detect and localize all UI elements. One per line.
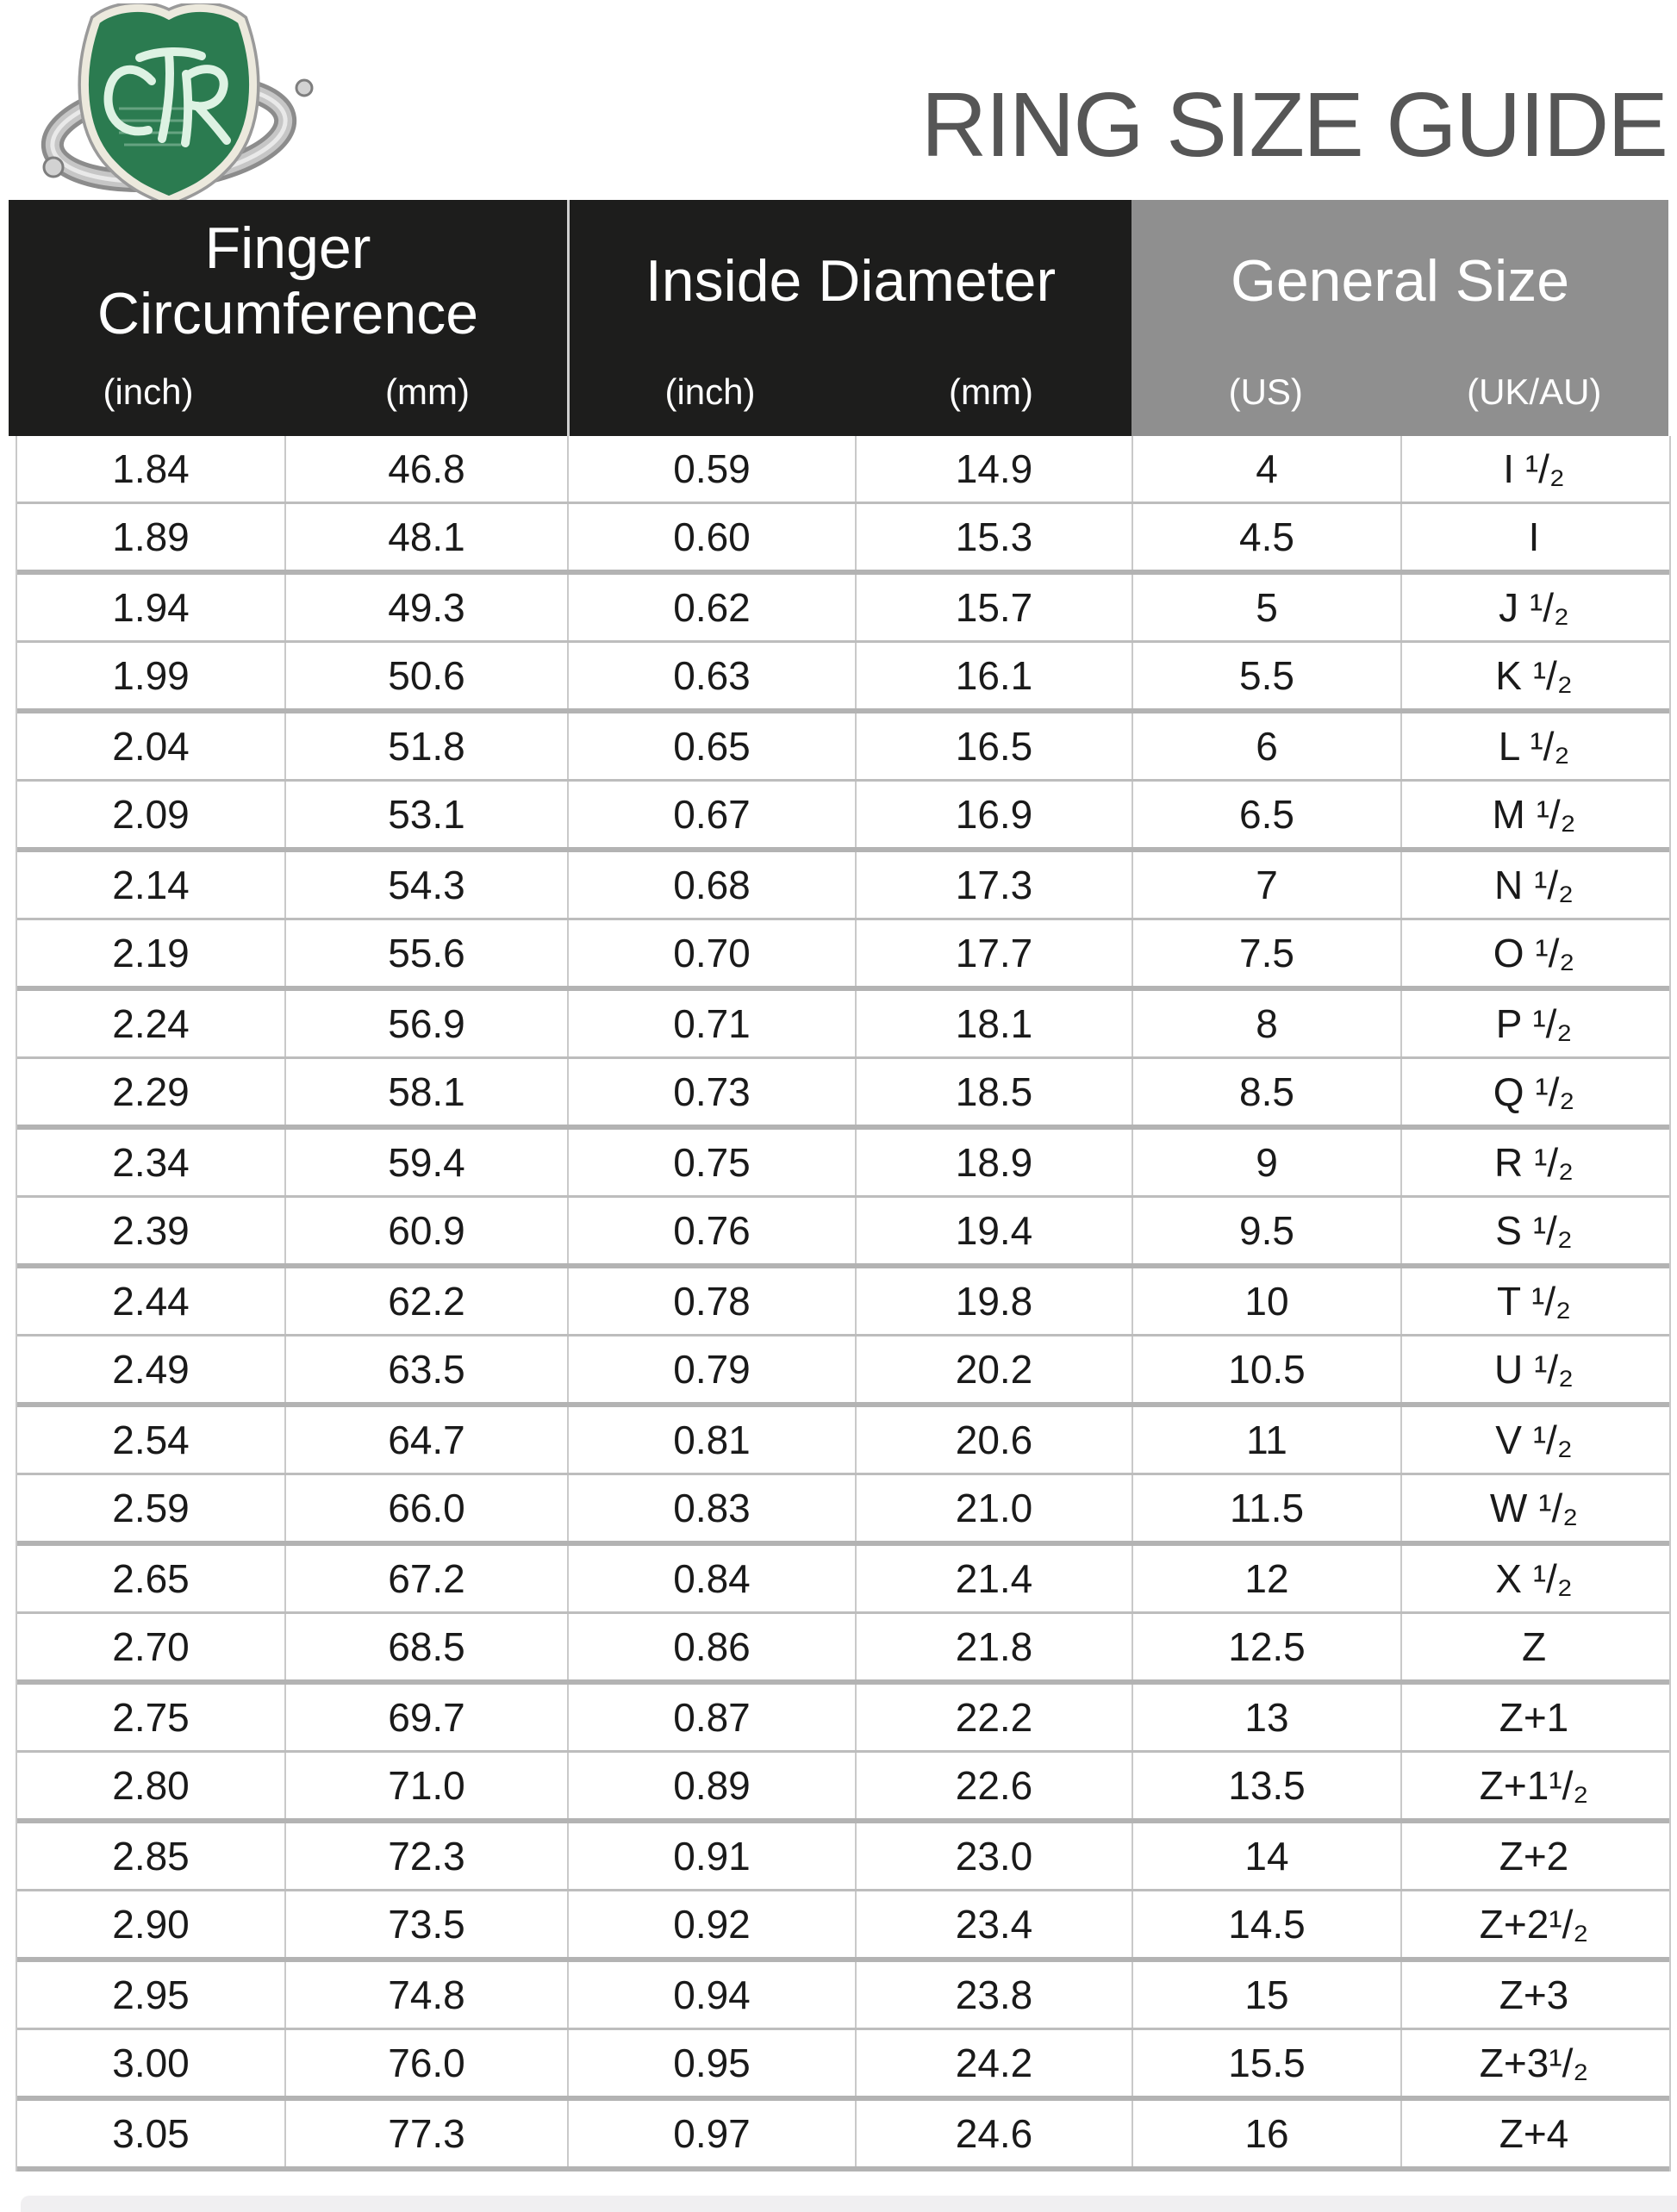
cell: 21.0: [857, 1475, 1133, 1541]
cell: 63.5: [286, 1337, 569, 1402]
header-sublabel-inch: (inch): [103, 371, 194, 412]
cell: 10.5: [1133, 1337, 1402, 1402]
cell: 23.4: [857, 1891, 1133, 1957]
ctr-ring-logo: [22, 3, 315, 206]
cell: 15: [1133, 1962, 1402, 2028]
cell: V ¹/₂: [1495, 1418, 1573, 1462]
cell: 8.5: [1133, 1059, 1402, 1125]
cell: 1.94: [17, 575, 286, 640]
cell: 2.04: [17, 713, 286, 779]
cell: O ¹/₂: [1493, 931, 1575, 975]
cell: 20.6: [857, 1407, 1133, 1473]
table-header: [9, 200, 1668, 436]
cell: R ¹/₂: [1494, 1140, 1574, 1185]
cell: 6: [1133, 713, 1402, 779]
cell: 7: [1133, 852, 1402, 918]
cell: 0.83: [569, 1475, 857, 1541]
cell: 22.2: [857, 1685, 1133, 1750]
cell: 22.6: [857, 1753, 1133, 1818]
table-row: [17, 920, 1669, 991]
cell: 71.0: [286, 1753, 569, 1818]
table-row: [17, 643, 1669, 713]
cell: 0.94: [569, 1962, 857, 2028]
cell: I: [1528, 514, 1540, 559]
table-row: [17, 1337, 1669, 1407]
cell: 19.8: [857, 1268, 1133, 1334]
cell: 58.1: [286, 1059, 569, 1125]
cell: 0.65: [569, 713, 857, 779]
table-row: [17, 1614, 1669, 1685]
cell: 6.5: [1133, 782, 1402, 847]
table-row: [17, 1059, 1669, 1130]
cell: Q ¹/₂: [1493, 1069, 1575, 1114]
cell: 72.3: [286, 1823, 569, 1889]
cell: 0.71: [569, 991, 857, 1056]
cell: 2.70: [17, 1614, 286, 1679]
table-row: [17, 1891, 1669, 1962]
cell: 50.6: [286, 643, 569, 708]
cell: 64.7: [286, 1407, 569, 1473]
cell: 5.5: [1133, 643, 1402, 708]
cell: 17.7: [857, 920, 1133, 986]
cell: I ¹/₂: [1503, 446, 1565, 491]
cell: M ¹/₂: [1492, 792, 1576, 837]
header-group-finger-circumference: [9, 200, 570, 436]
cell: 16.5: [857, 713, 1133, 779]
table-body: [16, 436, 1671, 2171]
cell: 66.0: [286, 1475, 569, 1541]
cell: 14: [1133, 1823, 1402, 1889]
cell: 2.85: [17, 1823, 286, 1889]
cell: 4: [1133, 436, 1402, 502]
cell: 15.3: [857, 504, 1133, 570]
table-row: [17, 1475, 1669, 1546]
cell: 18.1: [857, 991, 1133, 1056]
table-row: [17, 1685, 1669, 1753]
table-row: [17, 991, 1669, 1059]
cell: 2.19: [17, 920, 286, 986]
band-adjust-tip-left: [44, 158, 63, 177]
cell: 77.3: [286, 2101, 569, 2166]
table-row: [17, 1753, 1669, 1823]
table-row: [17, 1407, 1669, 1475]
cell: 2.34: [17, 1130, 286, 1195]
band-adjust-tip-right: [296, 80, 312, 96]
header-label-inside-diameter: Inside Diameter: [645, 248, 1057, 314]
header-sublabel-mm: (mm): [949, 371, 1033, 412]
cell: Z+4: [1499, 2111, 1569, 2156]
cell: 0.81: [569, 1407, 857, 1473]
cell: 2.65: [17, 1546, 286, 1611]
cell: 60.9: [286, 1198, 569, 1263]
cell: 2.54: [17, 1407, 286, 1473]
cell: 0.75: [569, 1130, 857, 1195]
cell: 13: [1133, 1685, 1402, 1750]
cell: 0.89: [569, 1753, 857, 1818]
cell: 0.92: [569, 1891, 857, 1957]
cell: 2.80: [17, 1753, 286, 1818]
cell: 20.2: [857, 1337, 1133, 1402]
cell: Z+2: [1499, 1834, 1569, 1879]
cell: 19.4: [857, 1198, 1133, 1263]
cell: 69.7: [286, 1685, 569, 1750]
table-row: [17, 2101, 1669, 2171]
cell: 1.89: [17, 504, 286, 570]
cell: 23.8: [857, 1962, 1133, 2028]
cell: 4.5: [1133, 504, 1402, 570]
cell: 2.75: [17, 1685, 286, 1750]
cell: 0.78: [569, 1268, 857, 1334]
cell: 0.76: [569, 1198, 857, 1263]
ctr-shield: [84, 8, 252, 200]
cell: Z: [1521, 1624, 1547, 1669]
cell: 74.8: [286, 1962, 569, 2028]
cell: 55.6: [286, 920, 569, 986]
cell: 2.44: [17, 1268, 286, 1334]
table-row: [17, 1823, 1669, 1891]
header-label-finger-circumference: Finger Circumference: [97, 215, 479, 346]
table-row: [17, 504, 1669, 575]
cell: 15.7: [857, 575, 1133, 640]
cell: 2.90: [17, 1891, 286, 1957]
cell: S ¹/₂: [1495, 1208, 1573, 1253]
cell: 0.73: [569, 1059, 857, 1125]
table-row: [17, 436, 1669, 504]
cell: 24.2: [857, 2030, 1133, 2096]
header-label-general-size: General Size: [1230, 248, 1570, 314]
cell: Z+1: [1499, 1695, 1569, 1740]
cell: 2.14: [17, 852, 286, 918]
cell: 62.2: [286, 1268, 569, 1334]
cell: 21.8: [857, 1614, 1133, 1679]
cell: 46.8: [286, 436, 569, 502]
header-subrow: [9, 357, 567, 436]
cell: 1.99: [17, 643, 286, 708]
table-row: [17, 713, 1669, 782]
cell: 0.68: [569, 852, 857, 918]
cell: 18.5: [857, 1059, 1133, 1125]
cell: 53.1: [286, 782, 569, 847]
bottom-strip: [21, 2196, 1677, 2212]
cell: 3.00: [17, 2030, 286, 2096]
cell: 0.63: [569, 643, 857, 708]
cell: 0.67: [569, 782, 857, 847]
cell: L ¹/₂: [1498, 724, 1570, 769]
cell: 21.4: [857, 1546, 1133, 1611]
header-sublabel-us: (US): [1228, 371, 1303, 412]
cell: 56.9: [286, 991, 569, 1056]
cell: 0.60: [569, 504, 857, 570]
cell: 1.84: [17, 436, 286, 502]
cell: 51.8: [286, 713, 569, 779]
cell: 15.5: [1133, 2030, 1402, 2096]
cell: Z+3¹/₂: [1479, 2041, 1589, 2085]
table-row: [17, 2030, 1669, 2101]
cell: 0.62: [569, 575, 857, 640]
page-title: RING SIZE GUIDE: [920, 74, 1667, 176]
cell: 14.5: [1133, 1891, 1402, 1957]
cell: W ¹/₂: [1489, 1486, 1579, 1530]
table-row: [17, 575, 1669, 643]
cell: Z+1¹/₂: [1479, 1763, 1589, 1808]
cell: 11: [1133, 1407, 1402, 1473]
cell: 23.0: [857, 1823, 1133, 1889]
cell: 18.9: [857, 1130, 1133, 1195]
header-subrow: [570, 357, 1132, 436]
cell: Z+2¹/₂: [1479, 1902, 1589, 1947]
table-row: [17, 1268, 1669, 1337]
cell: 2.24: [17, 991, 286, 1056]
ctr-ring-image: [22, 3, 315, 206]
cell: 0.97: [569, 2101, 857, 2166]
cell: 2.95: [17, 1962, 286, 2028]
cell: 2.59: [17, 1475, 286, 1541]
cell: 16: [1133, 2101, 1402, 2166]
cell: 54.3: [286, 852, 569, 918]
cell: 2.09: [17, 782, 286, 847]
cell: 0.70: [569, 920, 857, 986]
cell: 16.1: [857, 643, 1133, 708]
cell: 8: [1133, 991, 1402, 1056]
table-row: [17, 1546, 1669, 1614]
header-sublabel-uk-au: (UK/AU): [1467, 371, 1602, 412]
cell: P ¹/₂: [1495, 1001, 1573, 1046]
cell: 10: [1133, 1268, 1402, 1334]
cell: 11.5: [1133, 1475, 1402, 1541]
cell: 7.5: [1133, 920, 1402, 986]
cell: 17.3: [857, 852, 1133, 918]
cell: 0.84: [569, 1546, 857, 1611]
cell: N ¹/₂: [1494, 863, 1574, 907]
cell: 5: [1133, 575, 1402, 640]
cell: 68.5: [286, 1614, 569, 1679]
cell: T ¹/₂: [1496, 1279, 1571, 1324]
cell: 24.6: [857, 2101, 1133, 2166]
cell: 0.59: [569, 436, 857, 502]
table-row: [17, 1962, 1669, 2030]
table-row: [17, 852, 1669, 920]
header-subrow: [1132, 357, 1668, 436]
cell: 0.87: [569, 1685, 857, 1750]
cell: 49.3: [286, 575, 569, 640]
cell: 73.5: [286, 1891, 569, 1957]
header-group-general-size: [1132, 200, 1668, 436]
cell: Z+3: [1499, 1972, 1569, 2017]
cell: U ¹/₂: [1494, 1347, 1574, 1392]
cell: 9: [1133, 1130, 1402, 1195]
cell: 9.5: [1133, 1198, 1402, 1263]
header-sublabel-mm: (mm): [385, 371, 470, 412]
cell: 76.0: [286, 2030, 569, 2096]
table-row: [17, 1130, 1669, 1198]
cell: 14.9: [857, 436, 1133, 502]
header-sublabel-inch: (inch): [664, 371, 756, 412]
cell: 48.1: [286, 504, 569, 570]
cell: K ¹/₂: [1495, 653, 1573, 698]
cell: 3.05: [17, 2101, 286, 2166]
cell: 0.86: [569, 1614, 857, 1679]
header-group-inside-diameter: [570, 200, 1132, 436]
table-row: [17, 782, 1669, 852]
cell: 2.29: [17, 1059, 286, 1125]
cell: X ¹/₂: [1495, 1556, 1573, 1601]
cell: 12: [1133, 1546, 1402, 1611]
cell: 2.49: [17, 1337, 286, 1402]
cell: 13.5: [1133, 1753, 1402, 1818]
table-row: [17, 1198, 1669, 1268]
cell: 16.9: [857, 782, 1133, 847]
cell: 0.79: [569, 1337, 857, 1402]
cell: 2.39: [17, 1198, 286, 1263]
cell: 12.5: [1133, 1614, 1402, 1679]
cell: 59.4: [286, 1130, 569, 1195]
cell: J ¹/₂: [1499, 585, 1569, 630]
cell: 67.2: [286, 1546, 569, 1611]
cell: 0.91: [569, 1823, 857, 1889]
cell: 0.95: [569, 2030, 857, 2096]
